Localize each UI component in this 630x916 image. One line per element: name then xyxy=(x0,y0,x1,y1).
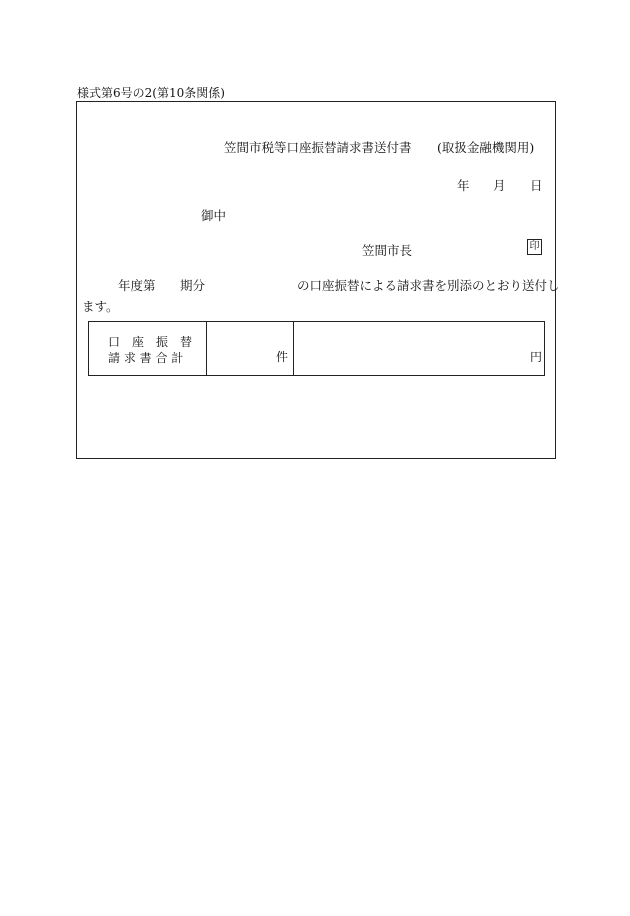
body-fiscal-year-label: 年度第 xyxy=(118,278,156,293)
summary-label-line2: 請 求 書 合 計 xyxy=(108,351,184,365)
summary-table xyxy=(88,321,545,376)
body-period-label: 期分 xyxy=(180,278,206,293)
amount-unit: 円 xyxy=(530,350,543,364)
form-number-header: 様式第6号の2(第10条関係) xyxy=(77,86,225,100)
summary-divider-2 xyxy=(293,322,294,375)
summary-label-line1: 口 座 振 替 xyxy=(108,335,193,349)
document-title: 笠間市税等口座振替請求書送付書 xyxy=(224,140,412,155)
body-text-continuation: ます。 xyxy=(82,299,119,314)
body-text: の口座振替による請求書を別添のとおり送付し xyxy=(297,278,560,293)
document-subtitle: (取扱金融機関用) xyxy=(437,140,535,155)
date-day-label: 日 xyxy=(530,178,543,193)
sender-name: 笠間市長 xyxy=(362,243,413,258)
date-month-label: 月 xyxy=(493,178,506,193)
summary-divider-1 xyxy=(206,322,207,375)
seal-stamp: 印 xyxy=(527,239,542,255)
count-unit: 件 xyxy=(276,350,289,364)
date-year-label: 年 xyxy=(457,178,470,193)
addressee-suffix: 御中 xyxy=(201,208,227,223)
